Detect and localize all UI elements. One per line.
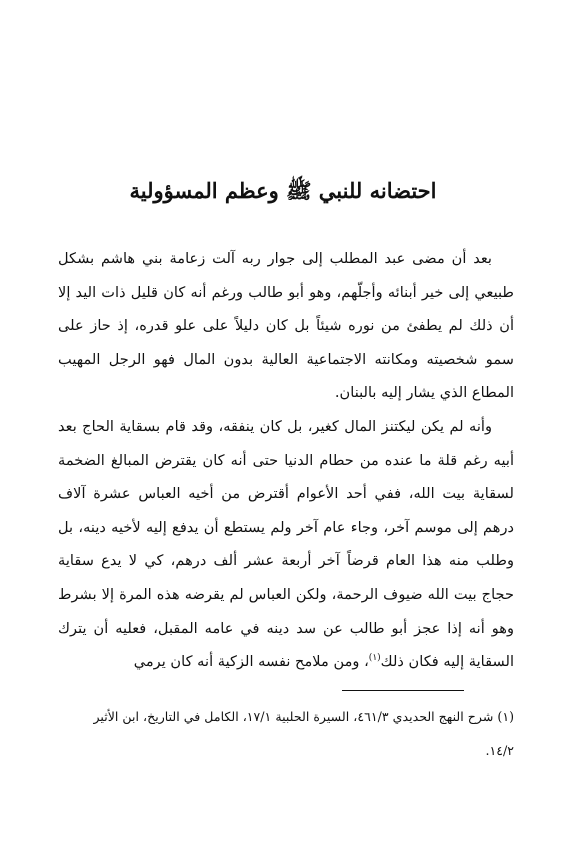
footnote-reference-marker[interactable]: (١) xyxy=(368,653,381,664)
paragraph-2 xyxy=(58,410,514,679)
footnote-divider xyxy=(342,690,464,691)
paragraph-2-continuation: ، ومن ملامح نفسه الزكية أنه كان يرمي xyxy=(133,653,369,671)
footnotes xyxy=(58,700,514,768)
paragraph-2-text: وأنه لم يكن ليكتنز المال كغير، بل كان ينفقه، وقد قام بسقاية الحاج بعد أبيه رغم قلة ما عنده من حطام الدنيا حتى أنه كان يقترض المبالغ الضخمة لسقاية بيت الله، ففي أحد الأعوام أقترض من أخيه العباس عشرة آلاف درهم إلى موسم آخر، وجاء عام آخر ولم يستطع أن يدفع إليه لأخيه دينه، بل وطلب منه هذا العام قرضاً آخر أربعة عشر ألف درهم، كي لا يدع سقاية حجاج بيت الله ضيوف الرحمة، ولكن العباس لم يقرضه هذه المرة إلا بشرط وهو أنه إذا عجز أبو طالب عن سد دينه في عامه المقبل، فعليه أن يترك السقاية إليه فكان ذلك xyxy=(58,417,514,671)
body-text xyxy=(58,242,514,679)
footnote-1: (١) شرح النهج الحديدي ٤٦١/٣، السيرة الحلبية ١٧/١، الكامل في التاريخ، ابن الأثير xyxy=(93,709,514,724)
chapter-title: احتضانه للنبي ﷺ وعظم المسؤولية xyxy=(129,178,437,203)
paragraph-1: بعد أن مضى عبد المطلب إلى جوار ربه آلت زعامة بني هاشم بشكل طبيعي إلى خير أبنائه وأجلّهم، وهو أبو طالب ورغم أنه كان قليل ذات اليد إلا أن ذلك لم يطفئ من نوره شيئاً بل كان دليلاً على علو قدره، إذ حاز على سمو شخصيته ومكانته الاجتماعية العالية بدون المال فهو الرجل المهيب المطاع الذي يشار إليه بالبنان. xyxy=(58,250,514,402)
footnote-1-continuation: ١٤/٢. xyxy=(485,743,514,758)
